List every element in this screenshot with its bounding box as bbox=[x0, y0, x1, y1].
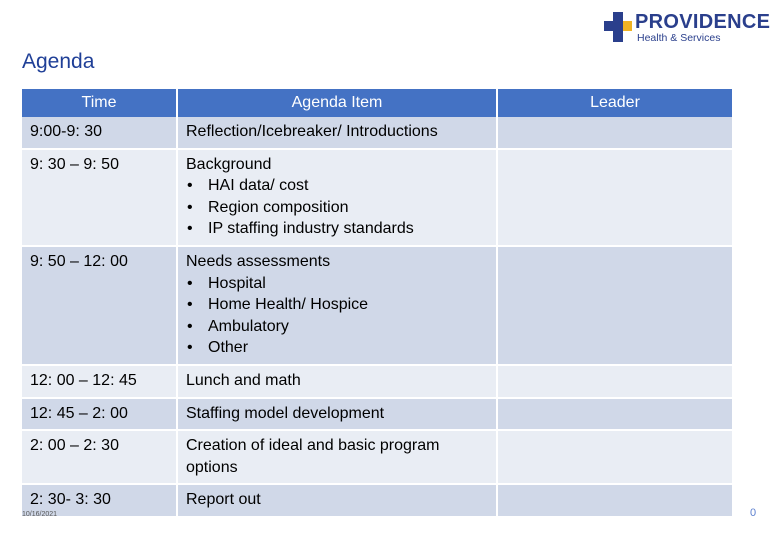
agenda-item-cell bbox=[177, 484, 497, 516]
bullet-item bbox=[186, 337, 488, 359]
bullet-item bbox=[186, 197, 488, 219]
header-time: Time bbox=[22, 89, 177, 117]
agenda-item-text: Staffing model development bbox=[186, 404, 385, 422]
agenda-item-cell bbox=[177, 430, 497, 484]
table-row bbox=[22, 398, 732, 431]
bullet-text: IP staffing industry standards bbox=[208, 220, 414, 238]
agenda-item-cell bbox=[177, 117, 497, 149]
footer-date: 10/16/2021 bbox=[22, 511, 58, 518]
bullet-dot-icon: • bbox=[187, 177, 193, 195]
bullet-text: Hospital bbox=[208, 274, 266, 292]
bullet-list bbox=[186, 175, 488, 240]
bullet-text: Home Health/ Hospice bbox=[208, 296, 369, 314]
table-row bbox=[22, 246, 732, 365]
bullet-text: Ambulatory bbox=[208, 317, 289, 335]
table-row bbox=[22, 484, 732, 516]
cross-logo-icon bbox=[604, 12, 632, 42]
time-cell: 2: 00 – 2: 30 bbox=[22, 430, 177, 484]
agenda-item-text: Report out bbox=[186, 491, 261, 509]
logo-subtitle: Health & Services bbox=[637, 32, 721, 44]
leader-cell bbox=[497, 365, 732, 398]
page-number: 0 bbox=[750, 507, 757, 519]
bullet-dot-icon: • bbox=[187, 317, 193, 335]
agenda-item-cell bbox=[177, 398, 497, 431]
bullet-dot-icon: • bbox=[187, 339, 193, 357]
bullet-text: HAI data/ cost bbox=[208, 177, 309, 195]
bullet-item bbox=[186, 175, 488, 197]
bullet-list bbox=[186, 273, 488, 359]
bullet-dot-icon: • bbox=[187, 220, 193, 238]
table-row bbox=[22, 365, 732, 398]
page-title: Agenda bbox=[22, 50, 95, 73]
agenda-table bbox=[22, 89, 732, 516]
table-header-row bbox=[22, 89, 732, 117]
time-cell: 12: 00 – 12: 45 bbox=[22, 365, 177, 398]
agenda-item-text: Lunch and math bbox=[186, 371, 301, 389]
bullet-text: Other bbox=[208, 339, 249, 357]
table-row bbox=[22, 430, 732, 484]
bullet-dot-icon: • bbox=[187, 198, 193, 216]
leader-cell bbox=[497, 398, 732, 431]
leader-cell bbox=[497, 484, 732, 516]
leader-cell bbox=[497, 117, 732, 149]
agenda-item-text: Creation of ideal and basic program options bbox=[186, 437, 440, 476]
bullet-item bbox=[186, 316, 488, 338]
time-cell: 9:00-9: 30 bbox=[22, 117, 177, 149]
bullet-text: Region composition bbox=[208, 198, 349, 216]
agenda-item-cell bbox=[177, 149, 497, 246]
time-cell: 12: 45 – 2: 00 bbox=[22, 398, 177, 431]
leader-cell bbox=[497, 246, 732, 365]
time-cell: 9: 50 – 12: 00 bbox=[22, 246, 177, 365]
table-row bbox=[22, 117, 732, 149]
bullet-item bbox=[186, 218, 488, 240]
leader-cell bbox=[497, 149, 732, 246]
agenda-item-cell bbox=[177, 365, 497, 398]
header-leader: Leader bbox=[497, 89, 732, 117]
bullet-item bbox=[186, 294, 488, 316]
agenda-item-text: Background bbox=[186, 155, 272, 173]
agenda-item-text: Needs assessments bbox=[186, 252, 331, 270]
agenda-item-cell bbox=[177, 246, 497, 365]
header-agenda-item: Agenda Item bbox=[177, 89, 497, 117]
bullet-item bbox=[186, 273, 488, 295]
leader-cell bbox=[497, 430, 732, 484]
bullet-dot-icon: • bbox=[187, 274, 193, 292]
logo-wordmark: PROVIDENCE bbox=[635, 11, 771, 33]
providence-logo bbox=[604, 11, 771, 44]
bullet-dot-icon: • bbox=[187, 296, 193, 314]
time-cell: 2: 30- 3: 30 bbox=[22, 484, 177, 516]
table-row bbox=[22, 149, 732, 246]
agenda-item-text: Reflection/Icebreaker/ Introductions bbox=[186, 123, 438, 140]
time-cell: 9: 30 – 9: 50 bbox=[22, 149, 177, 246]
